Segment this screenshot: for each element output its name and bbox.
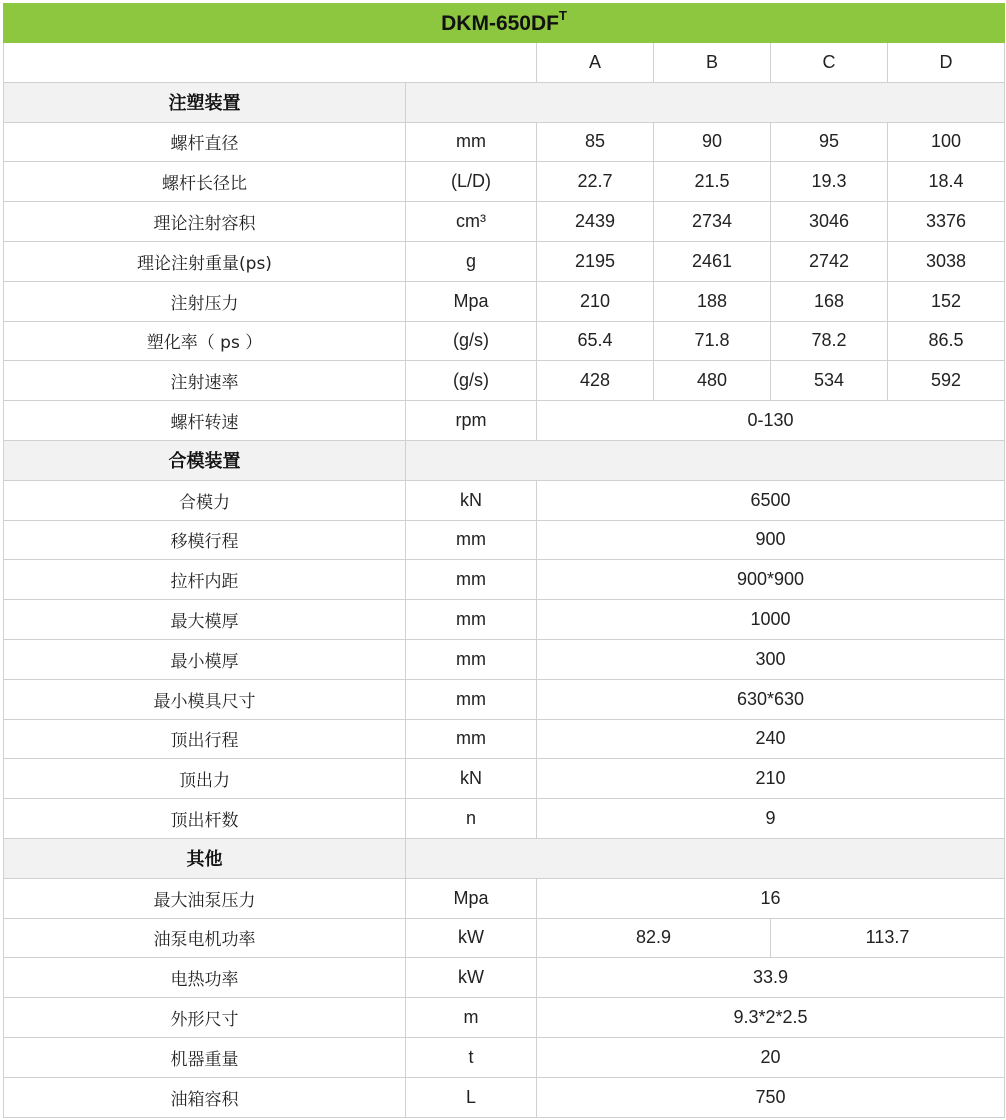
row-unit: kW [406,918,537,958]
table-row [4,878,1005,918]
row-unit: rpm [406,401,537,441]
row-value: 9.3*2*2.5 [537,998,1005,1038]
table-row [4,122,1005,162]
table-row [4,759,1005,799]
row-value: 113.7 [771,918,1005,958]
section-spacer [406,82,1005,122]
row-value: 210 [537,759,1005,799]
table-row [4,281,1005,321]
row-label: 合模力 [4,480,406,520]
row-value: 2734 [654,202,771,242]
row-label: 最小模厚 [4,639,406,679]
row-value: 900 [537,520,1005,560]
row-value: 750 [537,1077,1005,1117]
row-label: 移模行程 [4,520,406,560]
row-label: 油箱容积 [4,1077,406,1117]
model-suffix: T [558,8,567,23]
row-unit: mm [406,122,537,162]
header-blank [4,43,537,83]
row-value: 240 [537,719,1005,759]
row-value: 2742 [771,241,888,281]
row-value: 85 [537,122,654,162]
table-row [4,799,1005,839]
row-value: 188 [654,281,771,321]
section-row-clamping [4,440,1005,480]
row-value: 168 [771,281,888,321]
table-row [4,639,1005,679]
row-value: 90 [654,122,771,162]
column-header: A [537,43,654,83]
table-row [4,719,1005,759]
row-label: 拉杆内距 [4,560,406,600]
table-row [4,679,1005,719]
section-title: 其他 [4,838,406,878]
row-value: 2195 [537,241,654,281]
row-label: 最大模厚 [4,600,406,640]
row-unit: kN [406,759,537,799]
table-row [4,998,1005,1038]
row-unit: mm [406,679,537,719]
row-value: 95 [771,122,888,162]
table-row [4,480,1005,520]
table-row [4,560,1005,600]
table-row [4,241,1005,281]
table-row [4,162,1005,202]
table-row [4,1037,1005,1077]
row-unit: L [406,1077,537,1117]
row-label: 电热功率 [4,958,406,998]
title-row [4,4,1005,43]
section-title: 注塑装置 [4,82,406,122]
row-label: 外形尺寸 [4,998,406,1038]
row-value: 428 [537,361,654,401]
model-name: DKM-650DF [441,12,559,35]
row-value: 20 [537,1037,1005,1077]
row-label: 理论注射容积 [4,202,406,242]
row-value: 71.8 [654,321,771,361]
table-row [4,401,1005,441]
row-value: 1000 [537,600,1005,640]
row-unit: mm [406,520,537,560]
row-unit: Mpa [406,878,537,918]
table-row [4,958,1005,998]
row-label: 注射压力 [4,281,406,321]
row-value: 65.4 [537,321,654,361]
row-label: 螺杆直径 [4,122,406,162]
row-unit: mm [406,719,537,759]
row-value: 9 [537,799,1005,839]
row-unit: mm [406,600,537,640]
row-value: 900*900 [537,560,1005,600]
row-label: 注射速率 [4,361,406,401]
row-unit: mm [406,560,537,600]
row-label: 理论注射重量(ps) [4,241,406,281]
row-value: 480 [654,361,771,401]
column-header: C [771,43,888,83]
row-unit: kW [406,958,537,998]
row-value: 592 [888,361,1005,401]
row-value: 82.9 [537,918,771,958]
row-value: 3376 [888,202,1005,242]
row-value: 18.4 [888,162,1005,202]
row-unit: (g/s) [406,321,537,361]
row-unit: (g/s) [406,361,537,401]
row-label: 顶出力 [4,759,406,799]
column-header-row [4,43,1005,83]
row-label: 塑化率（ ps ） [4,321,406,361]
row-unit: m [406,998,537,1038]
row-unit: n [406,799,537,839]
row-value: 22.7 [537,162,654,202]
row-label: 最小模具尺寸 [4,679,406,719]
row-value: 2461 [654,241,771,281]
row-unit: cm³ [406,202,537,242]
row-label: 螺杆长径比 [4,162,406,202]
table-row [4,361,1005,401]
row-unit: t [406,1037,537,1077]
spec-table [3,3,1005,1118]
row-unit: kN [406,480,537,520]
row-unit: mm [406,639,537,679]
row-value: 630*630 [537,679,1005,719]
row-value: 2439 [537,202,654,242]
row-value: 210 [537,281,654,321]
row-value: 534 [771,361,888,401]
column-header: D [888,43,1005,83]
table-row [4,918,1005,958]
row-value: 100 [888,122,1005,162]
section-spacer [406,440,1005,480]
section-spacer [406,838,1005,878]
section-row-injection [4,82,1005,122]
row-value: 300 [537,639,1005,679]
row-value: 0-130 [537,401,1005,441]
table-row [4,520,1005,560]
row-value: 6500 [537,480,1005,520]
row-label: 顶出杆数 [4,799,406,839]
row-value: 86.5 [888,321,1005,361]
table-row [4,202,1005,242]
row-label: 机器重量 [4,1037,406,1077]
row-label: 油泵电机功率 [4,918,406,958]
table-row [4,1077,1005,1117]
row-value: 78.2 [771,321,888,361]
model-title [4,4,1005,43]
row-value: 3046 [771,202,888,242]
row-value: 21.5 [654,162,771,202]
row-unit: g [406,241,537,281]
row-unit: Mpa [406,281,537,321]
row-value: 16 [537,878,1005,918]
row-value: 3038 [888,241,1005,281]
row-unit: (L/D) [406,162,537,202]
column-header: B [654,43,771,83]
row-label: 顶出行程 [4,719,406,759]
row-value: 33.9 [537,958,1005,998]
row-label: 最大油泵压力 [4,878,406,918]
row-value: 19.3 [771,162,888,202]
section-title: 合模装置 [4,440,406,480]
table-row [4,600,1005,640]
row-label: 螺杆转速 [4,401,406,441]
row-value: 152 [888,281,1005,321]
table-row [4,321,1005,361]
section-row-other [4,838,1005,878]
